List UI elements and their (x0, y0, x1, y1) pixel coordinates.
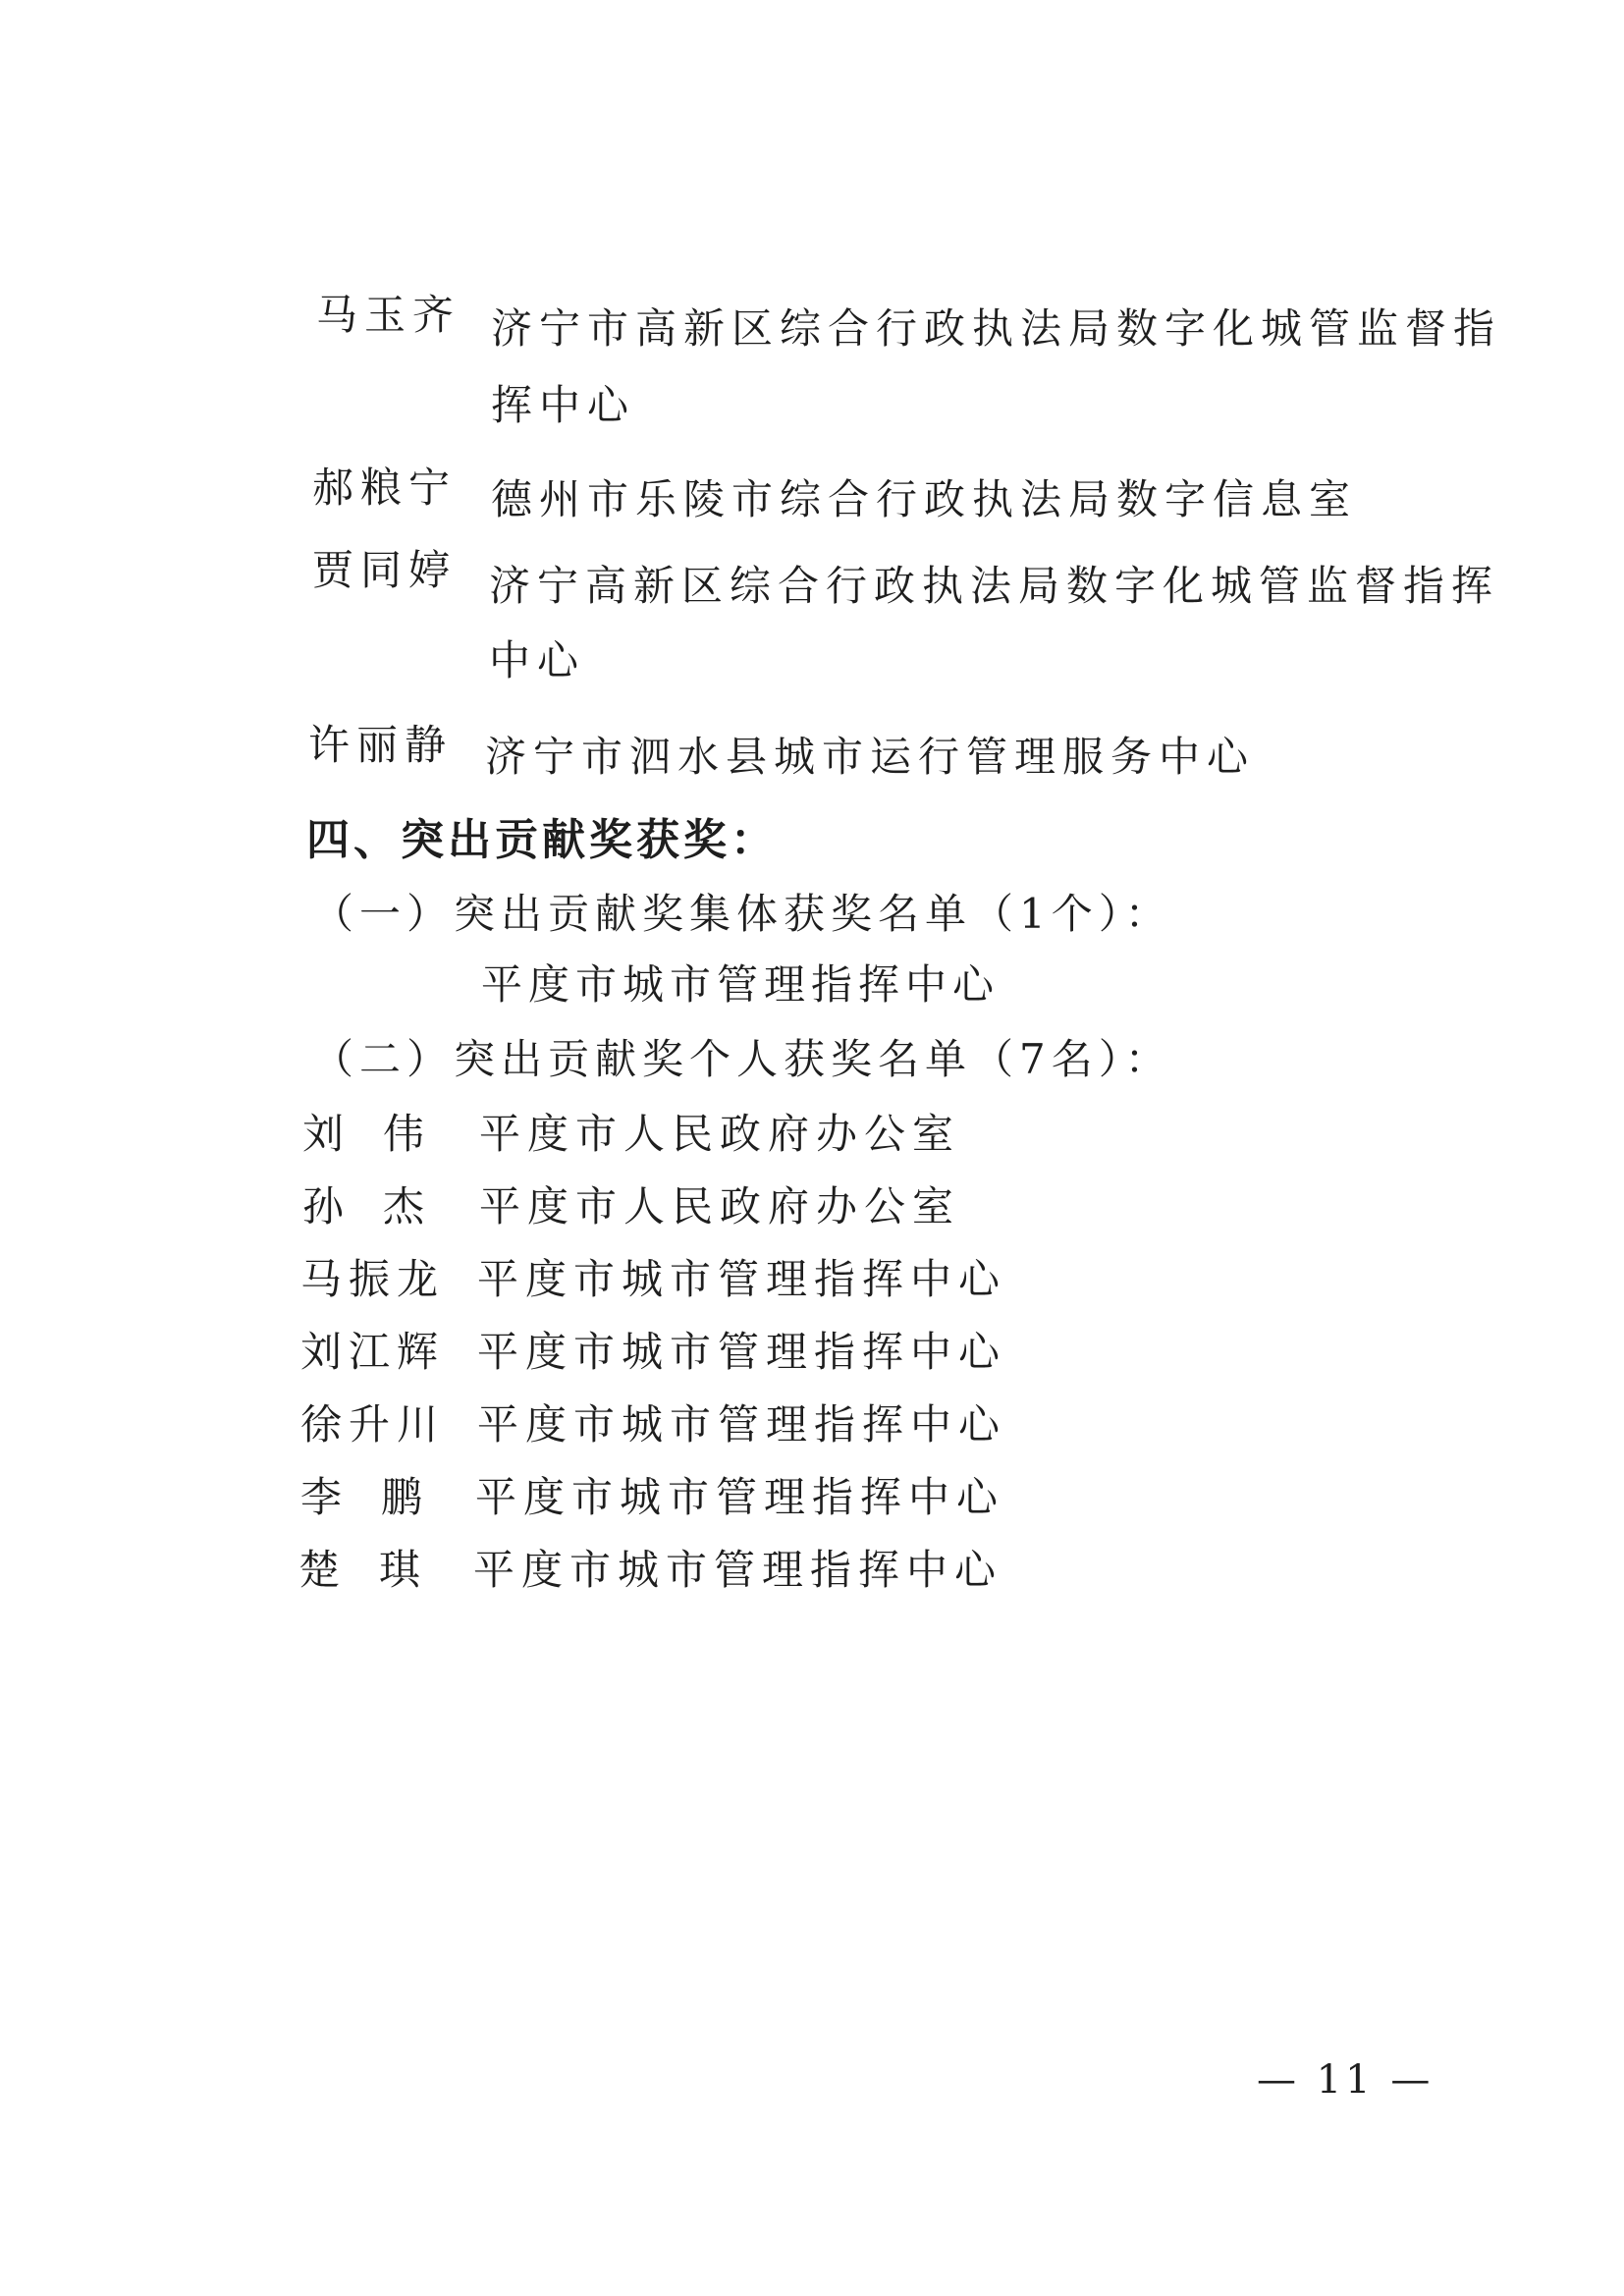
award-person-org: 平度市城市管理指挥中心 (475, 1473, 1005, 1521)
award-person-name: 楚琪 (298, 1546, 460, 1594)
award-person-org: 济宁市泗水县城市运行管理服务中心 (485, 733, 1256, 781)
award-person-org: 平度市城市管理指挥中心 (477, 1400, 1007, 1449)
section-heading: 四、突出贡献奖获奖： (306, 815, 778, 865)
award-person-org: 平度市人民政府办公室 (479, 1110, 961, 1158)
award-person-org: 平度市人民政府办公室 (479, 1182, 961, 1230)
award-person-name: 贾同婷 (312, 546, 458, 594)
award-person-org-continued: 挥中心 (491, 381, 636, 429)
award-person-org: 平度市城市管理指挥中心 (473, 1546, 1003, 1594)
award-person-name: 许丽静 (308, 721, 454, 769)
award-person-org: 平度市城市管理指挥中心 (477, 1328, 1007, 1376)
award-person-name: 郝粮宁 (312, 464, 458, 512)
award-person-org: 济宁高新区综合行政执法局数字化城管监督指挥 (489, 562, 1500, 610)
award-person-name: 孙杰 (302, 1182, 464, 1230)
award-person-name: 马玉齐 (316, 291, 461, 339)
award-person-name: 马振龙 (300, 1255, 446, 1303)
subsection-heading: （一）突出贡献奖集体获奖名单（1个）： (312, 890, 1172, 938)
award-person-name: 李鹏 (300, 1473, 462, 1521)
award-person-org: 德州市乐陵市综合行政执法局数字信息室 (491, 475, 1358, 523)
collective-award-name: 平度市城市管理指挥中心 (481, 960, 1001, 1009)
page-number: — 11 — (1257, 2057, 1435, 2103)
award-person-name: 刘江辉 (300, 1328, 446, 1376)
award-person-name: 刘伟 (302, 1110, 464, 1158)
award-person-org: 平度市城市管理指挥中心 (477, 1255, 1007, 1303)
award-person-org-continued: 中心 (489, 636, 586, 684)
award-person-name: 徐升川 (300, 1400, 446, 1449)
award-person-org: 济宁市高新区综合行政执法局数字化城管监督指 (491, 304, 1502, 353)
subsection-heading: （二）突出贡献奖个人获奖名单（7名）： (312, 1035, 1172, 1083)
